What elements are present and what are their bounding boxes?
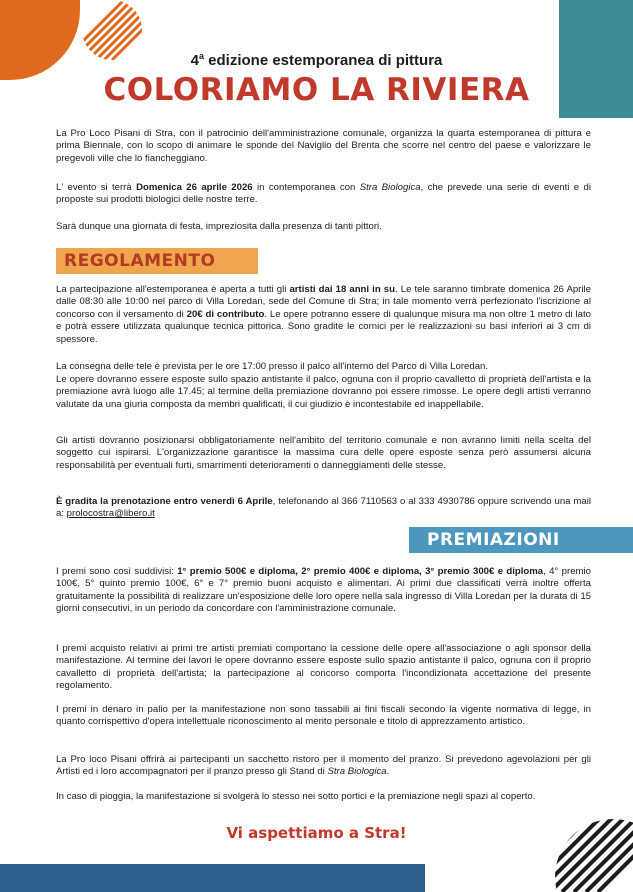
intro-paragraph-3: Sarà dunque una giornata di festa, impreziosita dalla presenza di tanti pittori. <box>56 221 382 232</box>
premiazioni-paragraph-3: I premi in denaro in palio per la manifestazione non sono tassabili ai fini fiscali secondo la vigente normativa di legge, in quanto corrispettivo d'opera intellettuale riconoscimento al merito personale e titolo di apprezzamento artistico. <box>56 704 591 728</box>
regolamento-paragraph-3: Le opere dovranno essere esposte sullo spazio antistante il palco, ognuna con il proprio cavalletto di proprietà dell'artista e la premiazione avrà luogo alle 17.45; al termine della premiazione dovranno poi essere rimosse. Le opere degli artisti verranno valutate da una giuria composta da membri qualificati, il cui giudizio è incontestabile ed inappellabile. <box>56 374 591 410</box>
closing-message: Vi aspettiamo a Stra! <box>226 824 407 842</box>
text-run: . Le tele saranno timbrate domenica 26 Aprile dalle 08:30 alle 10:00 nel parco di Villa Loredan, sede del Comune di Stra; in tale momento verrà perfezionato l'iscrizione al concorso con il versamento di <box>56 284 591 320</box>
regolamento-heading: REGOLAMENTO <box>56 248 258 274</box>
regolamento-paragraph-1 <box>56 284 591 346</box>
text-run: La partecipazione all'estemporanea è aperta a tutti gli <box>56 284 290 295</box>
fee-amount: 20€ di contributo <box>186 308 265 320</box>
text-run: in contemporanea con <box>252 182 360 193</box>
premiazioni-paragraph-1 <box>56 566 591 616</box>
top-left-decoration <box>0 0 148 82</box>
edition-number: 4 <box>190 52 199 69</box>
text-run: , 4° premio 100€, 5° quinto premio 100€, 6° e 7° premio buoni acquisto e alimentari. Ai primi due classificati verrà inoltre offerta gratuitamente la possibilità di realizzare un'esposizione delle loro opere nella sala ingresso di Villa Loredan per la durata di 15 giorni consecutivi, in un periodo da concordare con l'amministrazione comunale. <box>56 566 591 615</box>
page-title: COLORIAMO LA RIVIERA <box>103 72 530 108</box>
event-name: Stra Biologica <box>327 766 387 778</box>
text-run: , che prevede una serie di eventi e di proposte sui prodotti biologici delle nostre terre. <box>56 182 591 206</box>
regolamento-paragraph-4: Gli artisti dovranno posizionarsi obbligatoriamente nell'ambito del territorio comunale e non avranno limiti nella scelta del soggetto cui ispirarsi. L'organizzazione garantisce la massima cura delle opere esposte senza però assumersi alcuna responsabilità per eventuali furti, smarrimenti deterioramenti o danneggiamenti delle stesse. <box>56 435 591 471</box>
premiazioni-heading: PREMIAZIONI <box>409 527 633 553</box>
age-requirement: artisti dai 18 anni in su <box>289 284 395 295</box>
event-name: Strа Biologica <box>359 182 421 193</box>
text-run: La Pro loco Pisani offrirà ai partecipanti un sacchetto ristoro per il momento del pranzo. Si prevedono agevolazioni per gli Artisti ed i loro accompagnatori per il pranzo presso gli Stand di <box>56 754 591 778</box>
premiazioni-paragraph-4 <box>56 754 591 779</box>
email-link[interactable]: prolocostra@libero.it <box>66 508 155 520</box>
edition-text: edizione estemporanea di pittura <box>208 52 443 69</box>
text-run: . <box>386 766 390 778</box>
regolamento-paragraph-5 <box>56 496 591 521</box>
text-run: I premi sono così suddivisi: <box>56 566 178 577</box>
event-date: Domenica 26 aprile 2026 <box>136 182 253 193</box>
intro-paragraph-2 <box>56 182 591 207</box>
text-run: L' evento si terrà <box>56 182 137 193</box>
premiazioni-paragraph-2: I premi acquisto relativi ai primi tre artisti premiati comportano la cessione delle opere all'associazione o agli sponsor della manifestazione. Al termine dei lavori le opere dovranno essere esposte sullo spazio antistante il palco, ognuna con il proprio cavalletto di proprietà dell'artista; la partecipazione al concorso comporta l'incondizionata accettazione del presente regolamento. <box>56 643 591 692</box>
premiazioni-paragraph-5: In caso di pioggia, la manifestazione si svolgerà lo stesso nei sotto portici e la premiazione negli spazi al coperto. <box>56 791 536 802</box>
booking-deadline: È gradita la prenotazione entro venerdì 6 Aprile <box>56 496 273 507</box>
bottom-right-decoration <box>518 792 633 892</box>
edition-subtitle <box>0 51 633 69</box>
edition-superscript: a <box>198 51 204 61</box>
prize-list: 1° premio 500€ e diploma, 2° premio 400€ e diploma, 3° premio 300€ e diploma <box>177 566 544 577</box>
bottom-left-bar <box>0 864 425 892</box>
regolamento-paragraph-2: La consegna delle tele è prevista per le ore 17:00 presso il palco all'interno del Parco di Villa Loredan. <box>56 361 489 372</box>
intro-paragraph-1: La Pro Loco Pisani di Stra, con il patrocinio dell'amministrazione comunale, organizza la quarta estemporanea di pittura e prima Biennale, con lo scopo di animare le sponde del Naviglio del Brenta che scorre nel centro del paese e valorizzare le pregevoli ville che lo fiancheggiano. <box>56 128 591 164</box>
text-run: . Le opere potranno essere di qualunque misura ma non oltre 1 metro di lato e potrà essere utilizzata qualunque tecnica pittorica. Sono gradite le cornici per le realizzazioni su basi inferiori ai 3 cm di spessore. <box>56 308 591 345</box>
text-run: , telefonando al 366 7110563 o al 333 4930786 oppure scrivendo una mail a: <box>56 496 591 520</box>
